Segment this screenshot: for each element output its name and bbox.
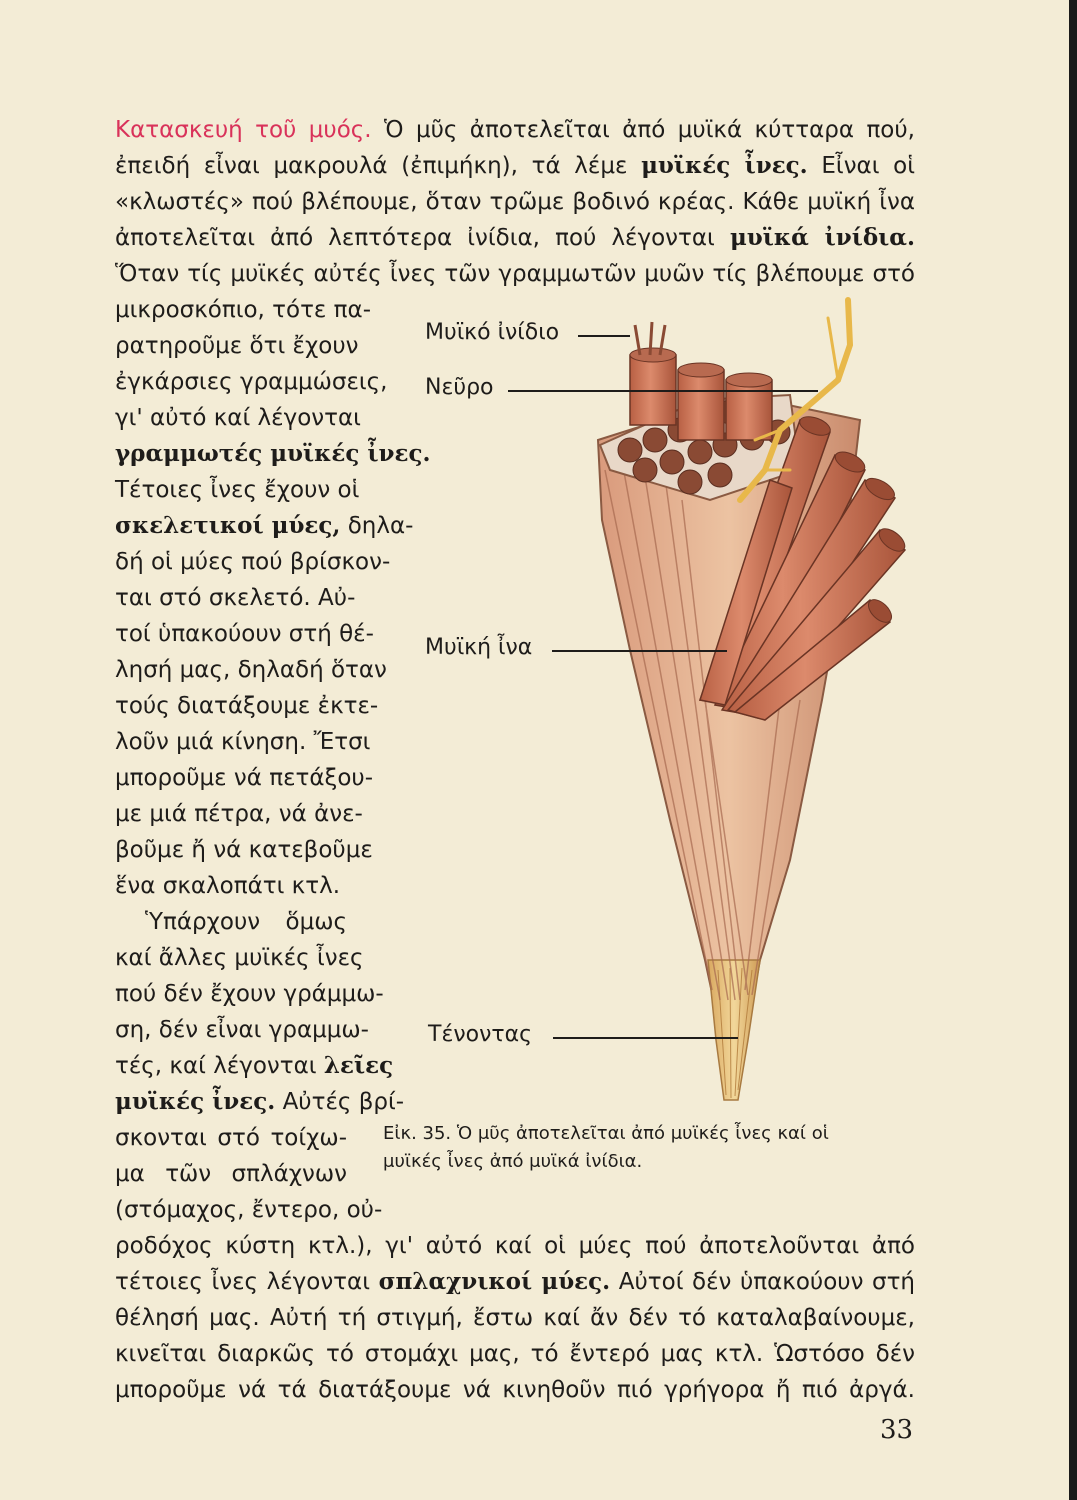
label-tendon: Τένοντας bbox=[428, 1022, 533, 1047]
column-line: μα τῶν σπλάχνων bbox=[115, 1161, 347, 1187]
column-line: ση, δέν εἶναι γραμμω- bbox=[115, 1017, 369, 1043]
term-striated-fibers: γραμμωτές μυϊκές ἶνες. bbox=[115, 440, 431, 467]
column-line: σκονται στό τοίχω- bbox=[115, 1125, 347, 1151]
column-line: ρατηροῦμε ὅτι ἔχουν bbox=[115, 333, 359, 359]
text: Αὐτοί δέν ὑπακούουν στή bbox=[618, 1269, 916, 1295]
column-line: γι' αὐτό καί λέγονται bbox=[115, 405, 361, 431]
leader-nerve bbox=[508, 390, 818, 392]
text: τέτοιες ἶνες λέγονται bbox=[115, 1269, 370, 1295]
column-line: ται στό σκελετό. Αὐ- bbox=[115, 585, 356, 611]
text: Ὁ μῦς ἀποτελεῖται ἀπό μυϊκά κύτταρα πού, bbox=[384, 117, 915, 143]
label-myofibril: Μυϊκό ἰνίδιο bbox=[425, 320, 560, 345]
term-visceral-muscles: σπλαχνικοί μύες. bbox=[378, 1268, 611, 1295]
text: τές, καί λέγονται bbox=[115, 1053, 317, 1079]
column-line: (στόμαχος, ἔντερο, οὐ- bbox=[115, 1197, 383, 1223]
term-skeletal-muscles: σκελετικοί μύες, bbox=[115, 512, 341, 539]
label-nerve: Νεῦρο bbox=[425, 375, 494, 400]
paragraph-top-line-3: «κλωστές» πού βλέπουμε, ὅταν τρῶμε βοδινό κρέας. Κάθε μυϊκή ἶνα bbox=[115, 189, 915, 215]
column-line: Ὑπάρχουν ὅμως bbox=[145, 909, 347, 935]
paragraph-bottom-line-3: θέλησή μας. Αὐτή τή στιγμή, ἔστω καί ἄν δέν τό καταλαβαίνουμε, bbox=[115, 1305, 915, 1331]
leader-myofibril bbox=[578, 335, 630, 337]
text: Αὐτές βρί- bbox=[282, 1089, 405, 1115]
column-line: μποροῦμε νά πετάξου- bbox=[115, 765, 374, 791]
myofibril-bundle bbox=[630, 322, 772, 440]
label-muscle-fiber: Μυϊκή ἶνα bbox=[425, 635, 533, 660]
caption-line-2: μυϊκές ἶνες ἀπό μυϊκά ἰνίδια. bbox=[383, 1151, 643, 1172]
term-smooth-fibers: μυϊκές ἶνες. bbox=[115, 1088, 276, 1115]
column-line: λησή μας, δηλαδή ὅταν bbox=[115, 657, 387, 683]
term-muscle-fibers: μυϊκές ἶνες. bbox=[641, 152, 808, 179]
section-heading: Κατασκευή τοῦ μυός. bbox=[115, 117, 372, 143]
column-line: λοῦν μιά κίνηση. Ἔτσι bbox=[115, 729, 371, 755]
text: δηλα- bbox=[347, 513, 414, 539]
column-line: με μιά πέτρα, νά ἀνε- bbox=[115, 801, 363, 827]
figure-caption bbox=[383, 1120, 918, 1176]
page-edge bbox=[1069, 0, 1077, 1500]
paragraph-bottom-line-4: κινεῖται διαρκῶς τό στομάχι μας, τό ἔντερό μας κτλ. Ὡστόσο δέν bbox=[115, 1341, 915, 1367]
column-line: δή οἱ μύες πού βρίσκον- bbox=[115, 549, 391, 575]
column-line: καί ἄλλες μυϊκές ἶνες bbox=[115, 945, 364, 971]
column-line: βοῦμε ἤ νά κατεβοῦμε bbox=[115, 837, 373, 863]
text: Εἶναι οἱ bbox=[821, 153, 916, 179]
paragraph-bottom-line-1: ροδόχος κύστη κτλ.), γι' αὐτό καί οἱ μύες πού ἀποτελοῦνται ἀπό bbox=[115, 1233, 915, 1259]
leader-tendon bbox=[553, 1037, 738, 1039]
term-smooth: λεῖες bbox=[323, 1052, 394, 1079]
column-line: Τέτοιες ἶνες ἔχουν οἱ bbox=[115, 477, 360, 503]
caption-line-1: Εἰκ. 35. Ὁ μῦς ἀποτελεῖται ἀπό μυϊκές ἶνες καί οἱ bbox=[383, 1123, 829, 1144]
column-line: πού δέν ἔχουν γράμμω- bbox=[115, 981, 384, 1007]
column-line: μικροσκόπιο, τότε πα- bbox=[115, 297, 371, 323]
column-line: τούς διατάξουμε ἐκτε- bbox=[115, 693, 379, 719]
column-line: τοί ὑπακούουν στή θέ- bbox=[115, 621, 374, 647]
paragraph-bottom-line-5: μποροῦμε νά τά διατάξουμε νά κινηθοῦν πιό γρήγορα ἤ πιό ἀργά. bbox=[115, 1377, 915, 1403]
paragraph-top-line-5: Ὅταν τίς μυϊκές αὐτές ἶνες τῶν γραμμωτῶν μυῶν τίς βλέπουμε στό bbox=[115, 261, 915, 287]
column-line: ἕνα σκαλοπάτι κτλ. bbox=[115, 873, 341, 899]
leader-muscle-fiber bbox=[552, 650, 727, 652]
page-number: 33 bbox=[880, 1415, 914, 1445]
term-myofibrils: μυϊκά ἰνίδια. bbox=[729, 224, 916, 251]
column-line: ἐγκάρσιες γραμμώσεις, bbox=[115, 369, 388, 395]
text: ἀποτελεῖται ἀπό λεπτότερα ἰνίδια, πού λέγονται bbox=[115, 225, 715, 251]
text: ἐπειδή εἶναι μακρουλά (ἐπιμήκη), τά λέμε bbox=[115, 153, 628, 179]
